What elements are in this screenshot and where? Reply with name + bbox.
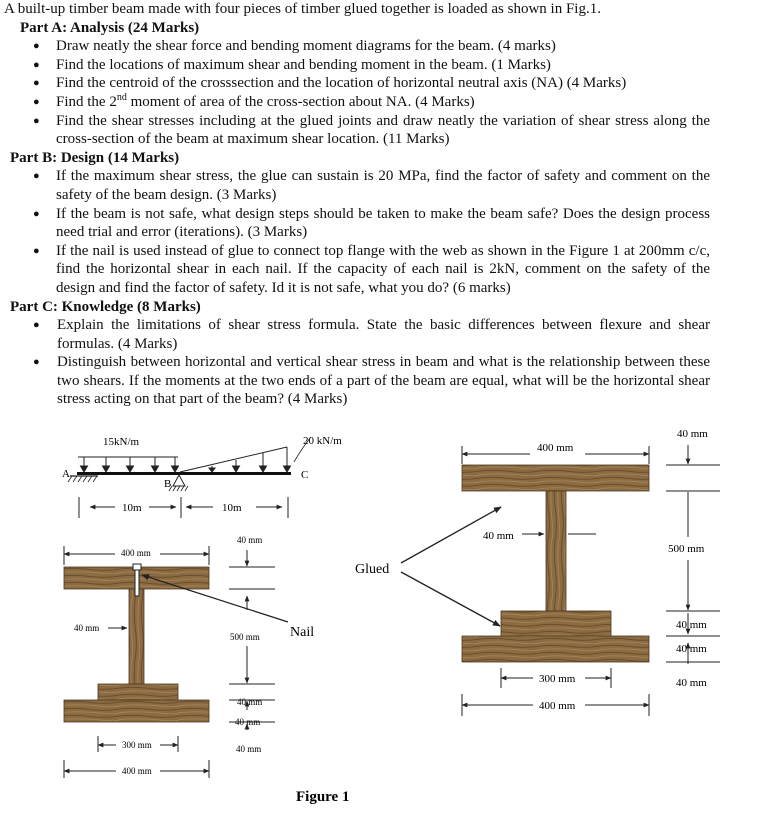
list-item: ● If the nail is used instead of glue to connect top flange with the web as shown in the Figure 1 at 200mm c/c, find the horizontal shear in each nail. If the capacity of each nail is 2kN, comment on the safety of the design and find the factor of safety. Id it is not safe, what you do? (6 marks) — [0, 242, 766, 298]
left-flange-thk-1: 40 mm — [237, 697, 263, 707]
list-item: ● Find the locations of maximum shear and bending moment in the beam. (1 Marks) — [0, 56, 766, 75]
right-web-thk: 40 mm — [483, 530, 514, 542]
list-item: ● Find the centroid of the crosssection and the location of horizontal neutral axis (NA) (4 Marks) — [0, 74, 766, 93]
left-mid-width: 300 mm — [122, 740, 152, 750]
bottom-flange — [462, 636, 649, 662]
part-a-heading: Part A: Analysis (24 Marks) — [20, 19, 200, 36]
top-flange — [462, 465, 649, 491]
left-flange-thk-top: 40 mm — [237, 535, 263, 545]
left-flange-thk-3: 40 mm — [236, 744, 262, 754]
point-a-label: A — [62, 468, 70, 480]
point-c-label: C — [301, 469, 309, 481]
intro-text: A built-up timber beam made with four pieces of timber glued together is loaded as shown in Fig.1. — [4, 1, 601, 17]
list-item: ● Draw neatly the shear force and bending moment diagrams for the beam. (4 marks) — [0, 37, 766, 56]
left-bot-width: 400 mm — [122, 766, 152, 776]
pin-support-b — [169, 475, 188, 491]
right-cross-section — [462, 428, 720, 716]
nail-arrow — [142, 575, 288, 622]
udl-load — [78, 457, 179, 472]
span-bc-label: 10m — [222, 502, 242, 514]
list-item: ● If the beam is not safe, what design steps should be taken to make the beam safe? Does the design process need trial and error (iterations). (3 Marks) — [0, 205, 766, 242]
udl-label: 15kN/m — [103, 436, 140, 448]
beam-line — [77, 472, 291, 475]
right-flange-thk-1: 40 mm — [676, 619, 707, 631]
right-mid-width: 300 mm — [539, 673, 576, 685]
left-web-thk: 40 mm — [74, 623, 100, 633]
right-flange-thk-top: 40 mm — [677, 428, 708, 440]
list-item: ● Find the shear stresses including at the glued joints and draw neatly the variation of shear stress along the cross-section of the beam at maximum shear location. (11 Marks) — [0, 112, 766, 149]
web — [546, 491, 566, 611]
triangular-load-label: 20 kN/m — [303, 435, 342, 447]
right-flange-thk-3: 40 mm — [676, 677, 707, 689]
right-web-height: 500 mm — [668, 543, 705, 555]
item4-sup: nd — [116, 91, 127, 103]
left-flange-thk-2: 40 mm — [235, 717, 261, 727]
glue-arrow-bottom — [401, 572, 500, 626]
right-bot-width: 400 mm — [539, 700, 576, 712]
span-dimensions — [79, 497, 288, 518]
list-item: ● Explain the limitations of shear stress formula. State the basic differences between flexure and shear formulas. (4 Marks) — [0, 316, 766, 353]
left-cross-section — [64, 535, 275, 778]
nail-label: Nail — [290, 625, 315, 640]
point-b-label: B — [164, 478, 172, 490]
list-item: ● Distinguish between horizontal and vertical shear stress in beam and what is the relationship between these two shears. If the moments at the two ends of a part of the beam are equal, what will be the horizontal shear stress acting on that part of the beam? (4 Marks) — [0, 353, 766, 409]
mid-flange — [98, 684, 178, 700]
item4-post: moment of area of the cross-section about NA. (4 Marks) — [126, 93, 475, 110]
figure-caption: Figure 1 — [296, 789, 350, 805]
bottom-flange — [64, 700, 209, 722]
web — [129, 589, 144, 684]
part-c-heading: Part C: Knowledge (8 Marks) — [10, 298, 201, 315]
item4-pre: Find the 2 — [56, 93, 117, 110]
span-ab-label: 10m — [122, 502, 142, 514]
glued-label: Glued — [355, 562, 390, 577]
mid-flange — [501, 611, 611, 636]
right-flange-thk-2: 40 mm — [676, 643, 707, 655]
fixed-support-a — [68, 476, 98, 482]
left-top-width: 400 mm — [121, 548, 151, 558]
part-b-heading: Part B: Design (14 Marks) — [10, 149, 180, 166]
beam-diagram — [62, 435, 342, 518]
triangular-load — [180, 437, 311, 472]
left-web-height: 500 mm — [230, 632, 260, 642]
list-item: ● If the maximum shear stress, the glue can sustain is 20 MPa, find the factor of safety and comment on the safety of the beam design. (3 Marks) — [0, 167, 766, 204]
right-top-width: 400 mm — [537, 442, 574, 454]
